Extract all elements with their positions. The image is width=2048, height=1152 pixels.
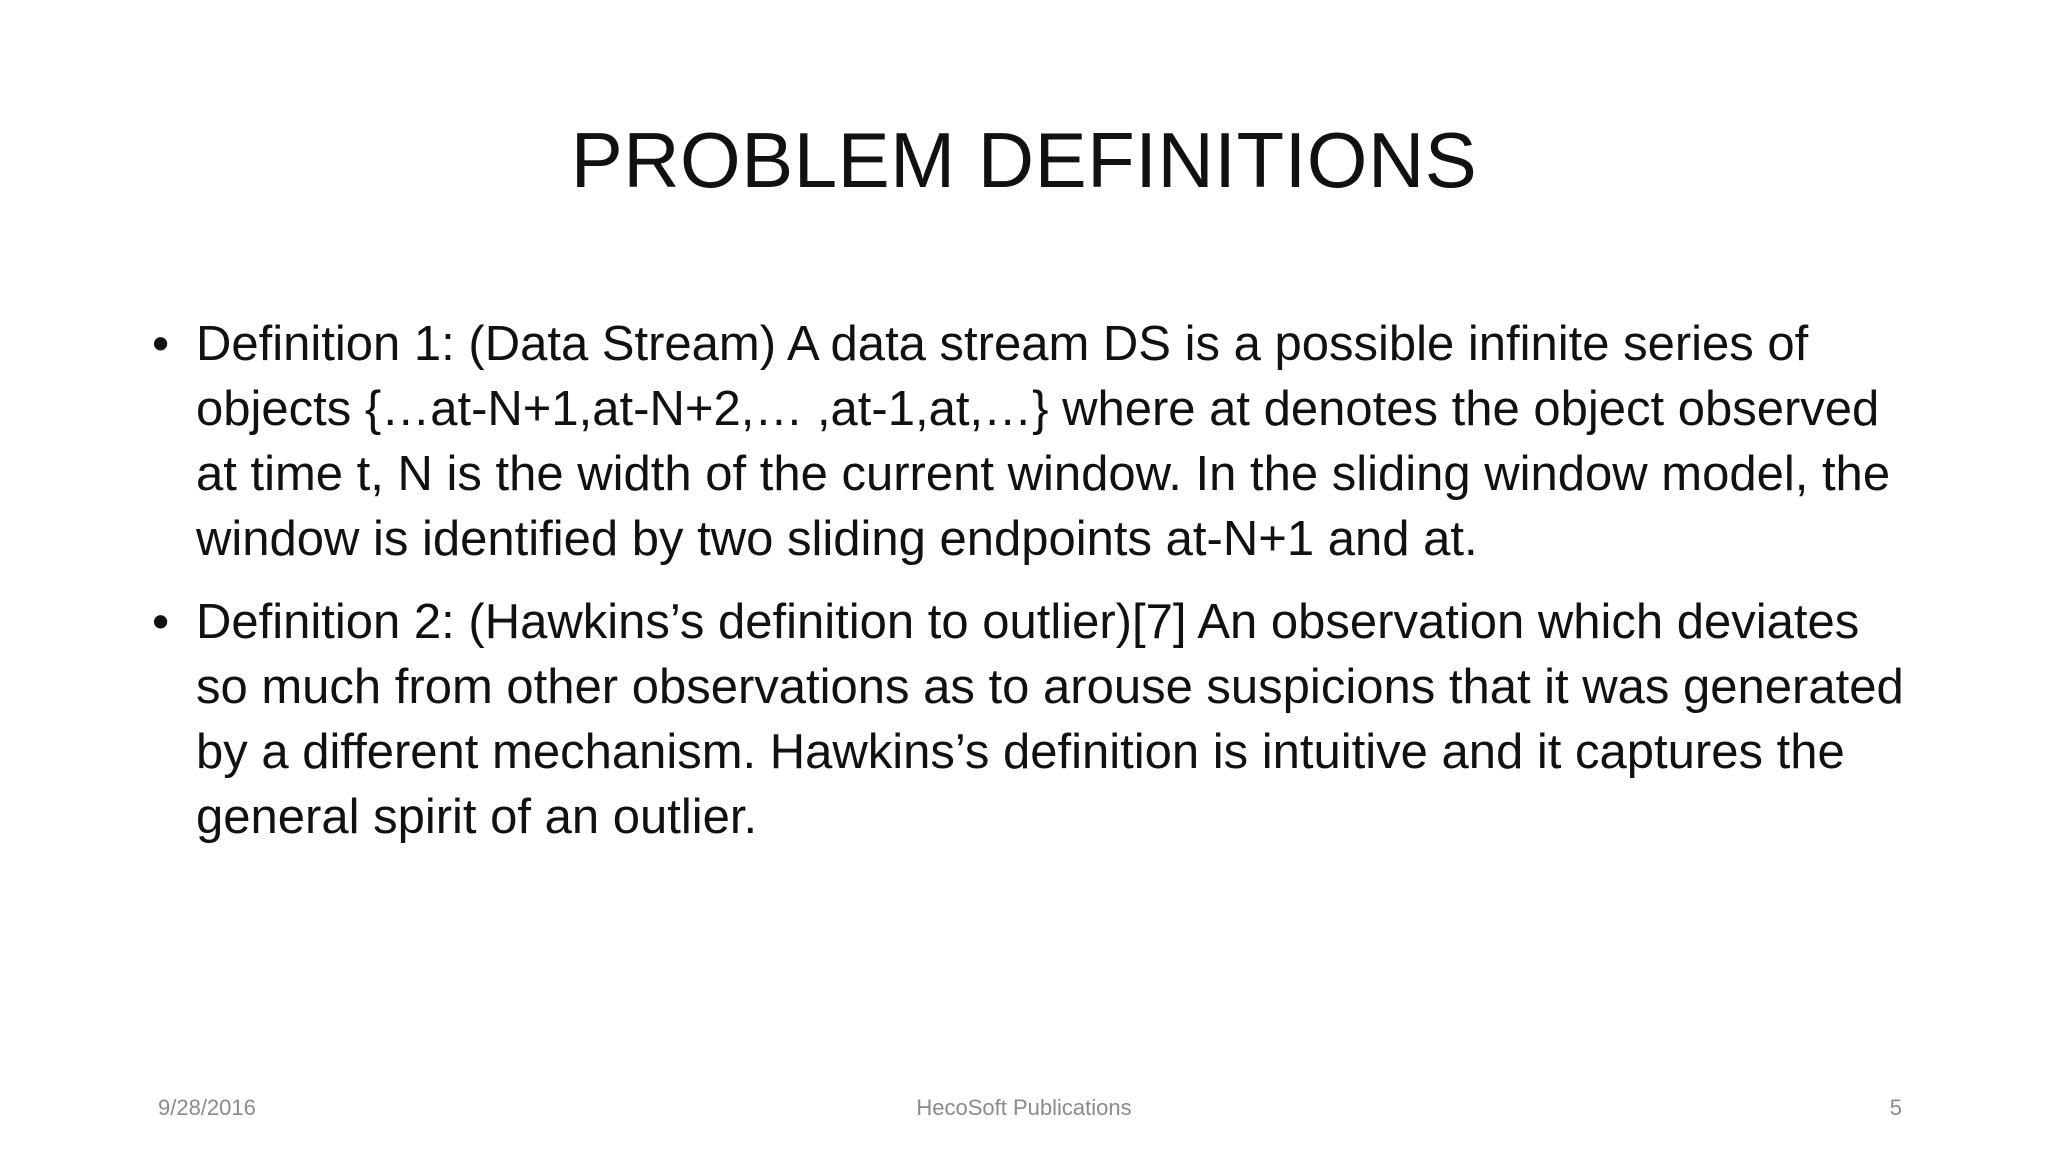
footer-source: HecoSoft Publications <box>916 1095 1132 1120</box>
bullet-text: Definition 2: (Hawkins’s definition to outlier)[7] An observation which deviates so much from other observations as to arouse suspicions that it was generated by a different mechanism. Hawkins’s definition is intuitive and it captures the general spirit of an outlier. <box>196 595 1904 844</box>
bullet-text: Definition 1: (Data Stream) A data stream DS is a possible infinite series of objects {…at-N+1,at-N+2,… ,at-1,at,…} where at denotes the object observed at time t, N is the width of the current window. In the sliding window model, the window is identified by two sliding endpoints at-N+1 and at. <box>196 317 1891 566</box>
bullet-definition-1 <box>152 312 1912 572</box>
bullet-marker: • <box>152 317 170 371</box>
bullet-list <box>152 312 1912 868</box>
footer-page-number: 5 <box>1889 1095 1902 1120</box>
slide-title: PROBLEM DEFINITIONS <box>570 116 1478 204</box>
footer-date: 9/28/2016 <box>158 1095 256 1120</box>
bullet-definition-2 <box>152 590 1912 850</box>
bullet-marker: • <box>152 595 170 649</box>
